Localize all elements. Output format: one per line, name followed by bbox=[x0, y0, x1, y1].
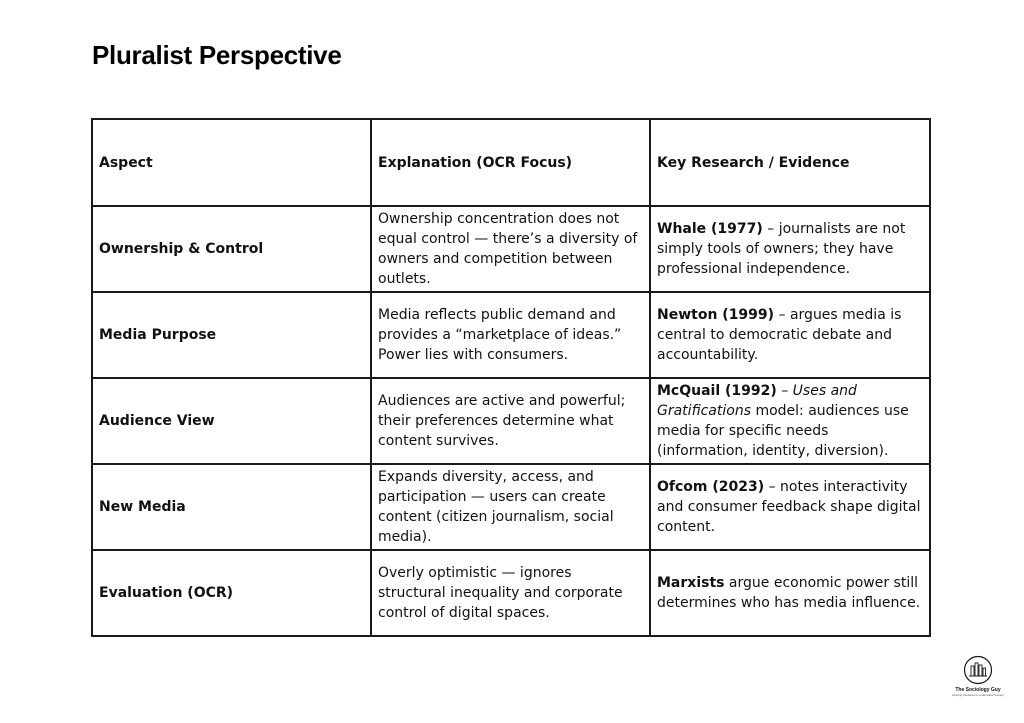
evidence-italic: – Uses and Gratifications bbox=[657, 383, 857, 419]
evidence-cell bbox=[650, 378, 930, 464]
evidence-author: Whale (1977) bbox=[657, 221, 763, 237]
evidence-text: – journalists are not simply tools of owners; they have professional independence. bbox=[657, 221, 906, 277]
logo-emblem-icon bbox=[963, 655, 993, 685]
evidence-text: model: audiences use media for specific needs (information, identity, diversion). bbox=[657, 403, 909, 459]
sociology-guy-logo bbox=[950, 655, 1006, 697]
evidence-cell bbox=[650, 206, 930, 292]
aspect-cell: New Media bbox=[92, 464, 371, 550]
page-title: Pluralist Perspective bbox=[92, 40, 342, 70]
evidence-author: Newton (1999) bbox=[657, 307, 775, 323]
evidence-cell bbox=[650, 464, 930, 550]
table-row bbox=[92, 206, 930, 292]
evidence-text: – argues media is central to democratic debate and accountability. bbox=[657, 307, 902, 363]
explanation-cell: Ownership concentration does not equal control — there’s a diversity of owners and competition between outlets. bbox=[371, 206, 650, 292]
evidence-text: – notes interactivity and consumer feedback shape digital content. bbox=[657, 479, 921, 535]
evidence-cell bbox=[650, 550, 930, 636]
logo-tagline: Helping students to understand society bbox=[952, 693, 1004, 697]
aspect-cell: Media Purpose bbox=[92, 292, 371, 378]
table-row bbox=[92, 464, 930, 550]
aspect-cell: Audience View bbox=[92, 378, 371, 464]
header-aspect: Aspect bbox=[92, 119, 371, 206]
evidence-author: Ofcom (2023) bbox=[657, 479, 765, 495]
explanation-cell: Expands diversity, access, and participation — users can create content (citizen journalism, social media). bbox=[371, 464, 650, 550]
table-row bbox=[92, 292, 930, 378]
perspective-table bbox=[91, 118, 931, 637]
aspect-cell: Evaluation (OCR) bbox=[92, 550, 371, 636]
table-row bbox=[92, 378, 930, 464]
evidence-author: McQuail (1992) bbox=[657, 383, 777, 399]
evidence-cell bbox=[650, 292, 930, 378]
explanation-cell: Overly optimistic — ignores structural inequality and corporate control of digital spaces. bbox=[371, 550, 650, 636]
logo-name: The Sociology Guy bbox=[955, 687, 1001, 693]
aspect-cell: Ownership & Control bbox=[92, 206, 371, 292]
explanation-cell: Media reflects public demand and provides a “marketplace of ideas.” Power lies with consumers. bbox=[371, 292, 650, 378]
header-evidence: Key Research / Evidence bbox=[650, 119, 930, 206]
explanation-cell: Audiences are active and powerful; their preferences determine what content survives. bbox=[371, 378, 650, 464]
evidence-text: argue economic power still determines who has media influence. bbox=[657, 575, 921, 611]
header-explanation: Explanation (OCR Focus) bbox=[371, 119, 650, 206]
table-row bbox=[92, 550, 930, 636]
evidence-author: Marxists bbox=[657, 575, 725, 591]
table-header-row bbox=[92, 119, 930, 206]
